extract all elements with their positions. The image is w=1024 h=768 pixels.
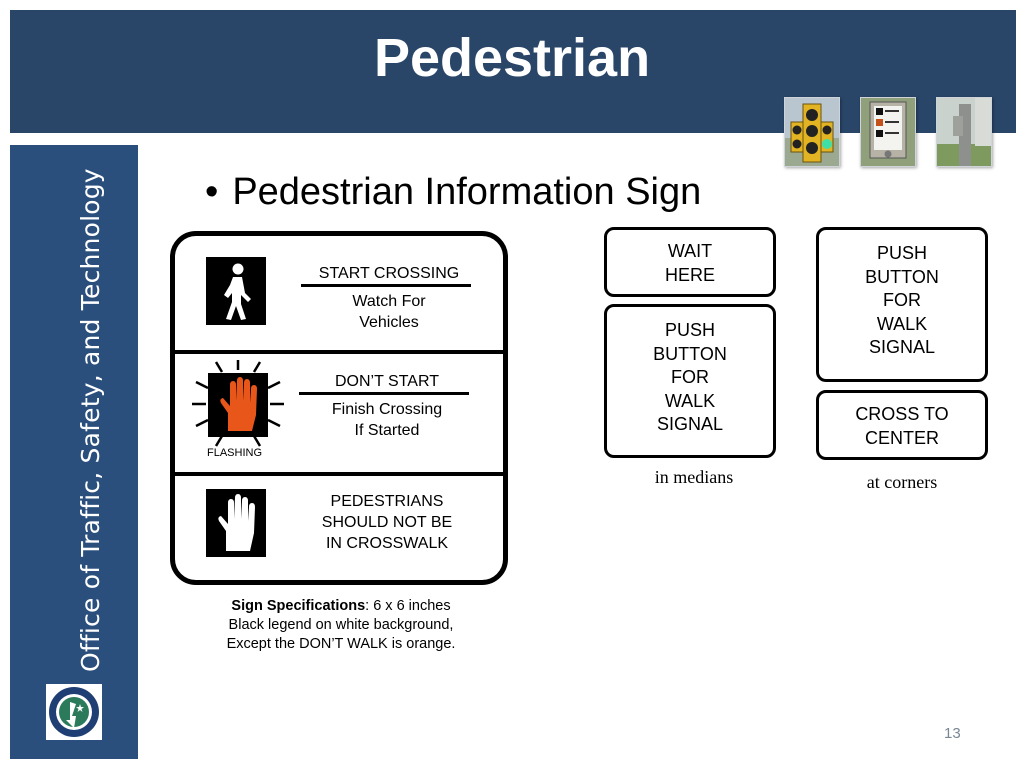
cross-to-center-line-2: CENTER [864,427,939,448]
push-button-sign-photo-thumbnail [860,97,916,167]
dont-start-detail-1: Finish Crossing [331,401,443,418]
orange-hand-icon [208,373,268,437]
median-push-button-line-2: BUTTON [653,343,727,364]
traffic-signal-photo-icon [785,98,839,166]
white-hand-icon [206,489,266,557]
spec-label: Sign Specifications [231,598,366,614]
corners-caption: at corners [866,472,938,492]
corner-push-button-line-4: WALK [876,313,928,334]
median-push-button-line-5: SIGNAL [656,414,724,434]
bullet-item [205,170,701,214]
wait-here-sign [604,227,776,297]
median-push-button-line-1: PUSH [664,320,715,340]
walking-person-icon [206,257,266,325]
should-not-be-line-2: SHOULD NOT BE [321,514,453,531]
wait-here-line-2: HERE [664,264,715,285]
push-button-pole-photo-thumbnail [936,97,992,167]
mndot-logo [46,684,102,740]
sidebar-label: Office of Traffic, Safety, and Technology [76,168,105,672]
wait-here-line-1: WAIT [667,241,713,261]
dont-start-detail-2: If Started [354,422,420,439]
page-number: 13 [944,725,961,742]
sign-panel-start-crossing [175,236,503,354]
spec-size: : 6 x 6 inches [365,598,451,614]
sign-panel-dont-start [175,354,503,476]
traffic-signal-photo-thumbnail [784,97,840,167]
corner-push-button-sign [816,227,988,382]
median-push-button-line-3: FOR [671,367,709,387]
medians-caption: in medians [654,467,734,487]
pedestrian-push-button-sign-photo-icon [861,98,915,166]
cross-to-center-line-1: CROSS TO [855,404,949,424]
corner-push-button-line-5: SIGNAL [868,337,936,357]
cross-to-center-sign [816,390,988,460]
page-title: Pedestrian [373,28,651,88]
dont-start-title: DON’T START [334,373,439,390]
push-button-pole-photo-icon [937,98,991,166]
corner-push-button-line-2: BUTTON [865,266,939,287]
median-push-button-sign [604,304,776,458]
start-crossing-title: START CROSSING [318,265,460,282]
should-not-be-line-3: IN CROSSWALK [325,535,449,552]
divider-rule [299,392,469,395]
spec-line-2: Black legend on white background, [228,617,454,633]
bullet-text: Pedestrian Information Sign [232,171,702,213]
divider-rule [301,284,471,287]
sign-specifications [198,597,484,654]
spec-line-3: Except the DON’T WALK is orange. [226,636,456,652]
start-crossing-detail-1: Watch For [352,293,426,310]
corner-push-button-line-3: FOR [883,290,921,310]
corner-push-button-line-1: PUSH [876,243,927,263]
start-crossing-detail-2: Vehicles [359,314,419,331]
bullet-dot: • [205,171,219,213]
median-push-button-line-4: WALK [664,390,716,411]
pedestrian-information-sign [170,231,508,585]
should-not-be-line-1: PEDESTRIANS [330,493,444,510]
sidebar-band [10,145,138,759]
flashing-label: FLASHING [207,447,263,459]
sign-panel-should-not-be [175,476,503,580]
